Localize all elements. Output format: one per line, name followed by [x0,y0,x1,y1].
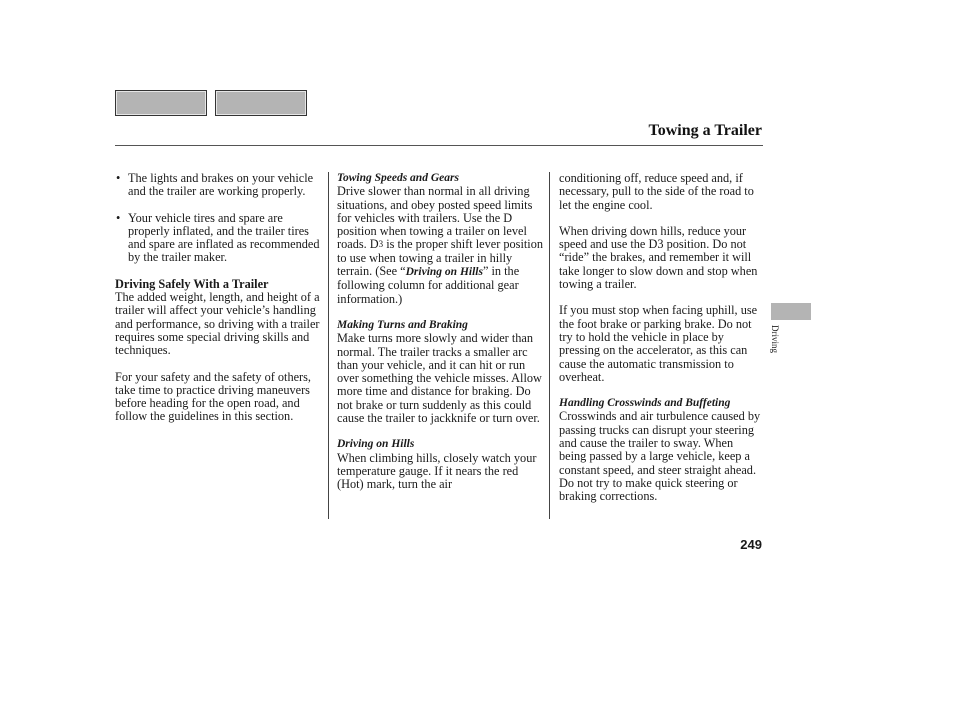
nav-button-next[interactable] [215,90,307,116]
section-heading: Driving on Hills [337,438,415,451]
list-item [115,212,320,265]
bullet-text: Your vehicle tires and spare are properly inflated, and the trailer tires and spare are inflated as recommended by the trailer maker. [128,210,320,265]
paragraph [337,185,544,306]
cross-reference-link[interactable]: Driving on Hills [405,266,483,279]
paragraph-text: is the proper shift lever position to use when towing a trailer in hilly terrain. (See “ [337,237,544,279]
column-divider [328,172,329,519]
column-2 [337,172,544,492]
column-1 [115,172,320,437]
column-3 [559,172,763,504]
page-title: Towing a Trailer [648,122,762,139]
paragraph: Crosswinds and air turbulence caused by passing trucks can disrupt your steering and cause the trailer to sway. When being passed by a large vehicle, keep a constant speed, and steer straight ahead. Do not try to make quick steering or braking corrections. [559,409,761,504]
nav-button-previous[interactable] [115,90,207,116]
paragraph: Make turns more slowly and wider than normal. The trailer tracks a smaller arc than your vehicle, and it can hit or run over something the vehicle misses. Allow more time and distance for braking. Do not brake or turn suddenly as this could cause the trailer to jackknife or turn over. [337,331,542,426]
bullet-text: The lights and brakes on your vehicle and the trailer are working properly. [128,171,314,199]
paragraph: If you must stop when facing uphill, use the foot brake or parking brake. Do not try to hold the vehicle in place by pressing on the accelerator, as this can cause the automatic transmission to overheat. [559,303,758,384]
paragraph: For your safety and the safety of others, take time to practice driving maneuvers before heading for the open road, and follow the guidelines in this section. [115,369,312,424]
paragraph: When climbing hills, closely watch your temperature gauge. If it nears the red (Hot) mark, turn the air [337,450,537,492]
section-heading: Handling Crosswinds and Buffeting [559,397,731,410]
section-tab-marker[interactable] [771,303,811,320]
page-number: 249 [740,537,762,552]
section-heading: Making Turns and Braking [337,318,468,331]
column-divider [549,172,550,519]
list-item [115,172,320,199]
paragraph: conditioning off, reduce speed and, if necessary, pull to the side of the road to let the engine cool. [559,171,754,212]
bullet-icon: • [116,171,121,185]
paragraph-text: ” in the following column for additional gear information.) [337,264,520,306]
paragraph: The added weight, length, and height of a trailer will affect your vehicle’s handling and performance, so driving with a trailer requires some special driving skills and techniques. [115,290,320,358]
paragraph: When driving down hills, reduce your speed and use the D3 position. Do not “ride” the brakes, and remember it will take longer to slow down and stop when towing a trailer. [559,223,758,292]
bullet-icon: • [116,210,121,225]
gear-subscript: 3 [378,239,384,250]
section-heading: Driving Safely With a Trailer [115,276,269,291]
header-divider [115,145,763,146]
section-heading: Towing Speeds and Gears [337,172,459,184]
section-tab-label: Driving [770,325,780,353]
paragraph-text: Drive slower than normal in all driving situations, and obey posted speed limits for vehicles with trailers. Use the D position when towing a trailer on level roads. D [337,184,533,252]
